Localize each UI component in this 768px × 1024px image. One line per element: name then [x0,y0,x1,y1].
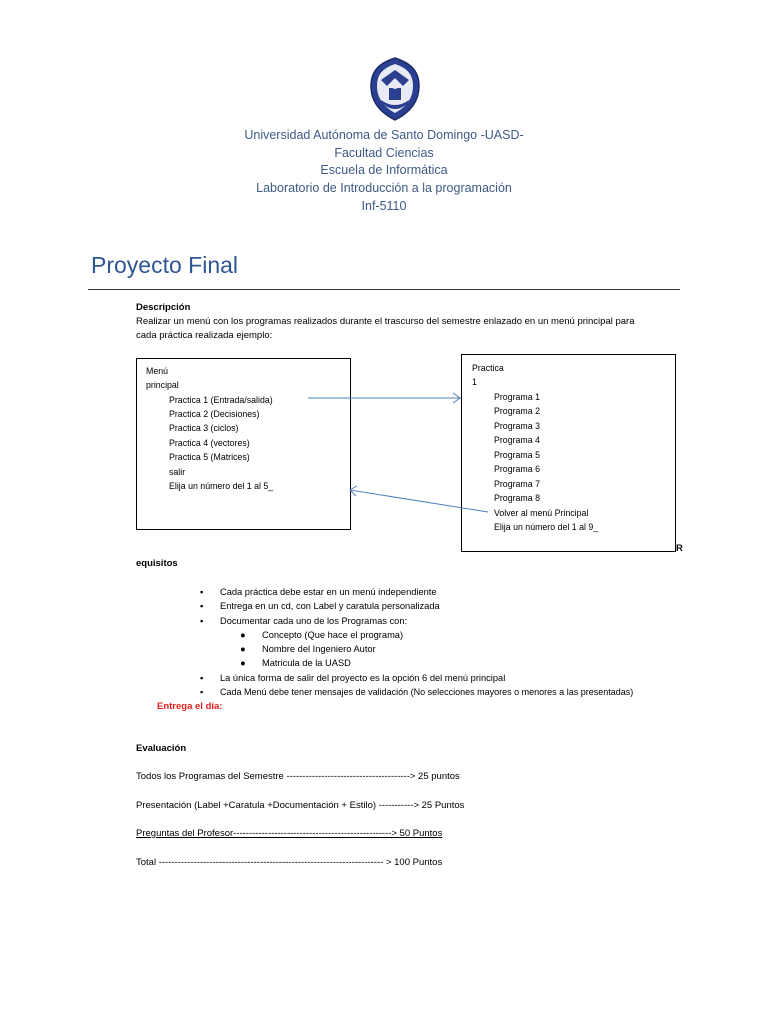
requirement-subitem: ● Matricula de la UASD [240,658,351,668]
header-course: Inf-5110 [361,199,407,213]
practice-menu-item: Programa 5 [494,450,540,460]
evaluation-line-questions: Preguntas del Profesor--------------------------------------------------> 50 Puntos [136,828,443,839]
bullet-icon: ▪ [200,587,204,597]
main-menu-item: salir [169,467,186,477]
practice-menu-title: Practica [472,363,504,373]
requirement-item: ▪ Cada Menú debe tener mensajes de validación (No selecciones mayores o menores a las presentadas) [200,687,634,697]
practice-menu-item: Programa 4 [494,435,540,445]
evaluation-line-presentation: Presentación (Label +Caratula +Documentación + Estilo) -----------> 25 Puntos [136,800,465,811]
header-school: Escuela de Informática [320,163,448,177]
practice-menu-item: Programa 7 [494,479,540,489]
main-menu-title: Menú [146,366,169,376]
evaluation-line-total: Total ----------------------------------------------------------------------- > 100 Puntos [136,857,443,868]
bullet-icon: ▪ [200,673,204,683]
requirement-item: ▪ Entrega en un cd, con Label y caratula personalizada [200,601,440,611]
practice-menu-prompt: Elija un número del 1 al 9_ [494,522,599,532]
header-faculty: Facultad Ciencias [334,146,434,160]
description-line-2: cada práctica realizada ejemplo: [136,330,273,341]
requirements-heading-initial: R [676,543,683,554]
requirements-heading: equisitos [136,558,178,569]
practice-menu-number: 1 [472,377,477,387]
main-menu-item: Practica 2 (Decisiones) [169,409,260,419]
evaluation-heading: Evaluación [136,743,187,754]
main-menu-subtitle: principal [146,380,179,390]
bullet-dot-icon: ● [240,644,246,654]
main-menu-prompt: Elija un número del 1 al 5_ [169,481,274,491]
delivery-date-label: Entrega el día: [157,701,223,712]
main-menu-item: Practica 5 (Matrices) [169,452,250,462]
arrow-to-main-icon [350,486,488,512]
bullet-icon: ▪ [200,616,204,626]
requirement-item: ▪ Cada práctica debe estar en un menú independiente [200,587,437,597]
header-university: Universidad Autónoma de Santo Domingo -UASD- [244,128,524,142]
main-menu-item: Practica 4 (vectores) [169,438,250,448]
practice-menu-item: Programa 1 [494,392,540,402]
requirement-item: ▪ Documentar cada uno de los Programas con: [200,616,408,626]
description-heading: Descripción [136,302,191,313]
requirement-subitem: ● Nombre del Ingeniero Autor [240,644,376,654]
practice-menu-item: Programa 8 [494,493,540,503]
practice-menu-item: Programa 6 [494,464,540,474]
bullet-dot-icon: ● [240,630,246,640]
page-title: Proyecto Final [91,252,239,278]
bullet-dot-icon: ● [240,658,246,668]
requirement-subitem: ● Concepto (Que hace el programa) [240,630,404,640]
bullet-icon: ▪ [200,687,204,697]
description-line-1: Realizar un menú con los programas realizados durante el trascurso del semestre enlazado en un menú principal para [136,316,635,327]
bullet-icon: ▪ [200,601,204,611]
practice-menu-back: Volver al menú Principal [494,508,589,518]
requirement-item: ▪ La única forma de salir del proyecto es la opción 6 del menú principal [200,673,506,683]
practice-menu-item: Programa 3 [494,421,540,431]
main-menu-item: Practica 1 (Entrada/salida) [169,395,273,405]
arrow-to-practice-icon [308,393,460,403]
main-menu-item: Practica 3 (ciclos) [169,423,239,433]
practice-menu-item: Programa 2 [494,406,540,416]
header-lab: Laboratorio de Introducción a la programación [256,181,512,195]
evaluation-line-programs: Todos los Programas del Semestre ---------------------------------------> 25 puntos [136,771,460,782]
